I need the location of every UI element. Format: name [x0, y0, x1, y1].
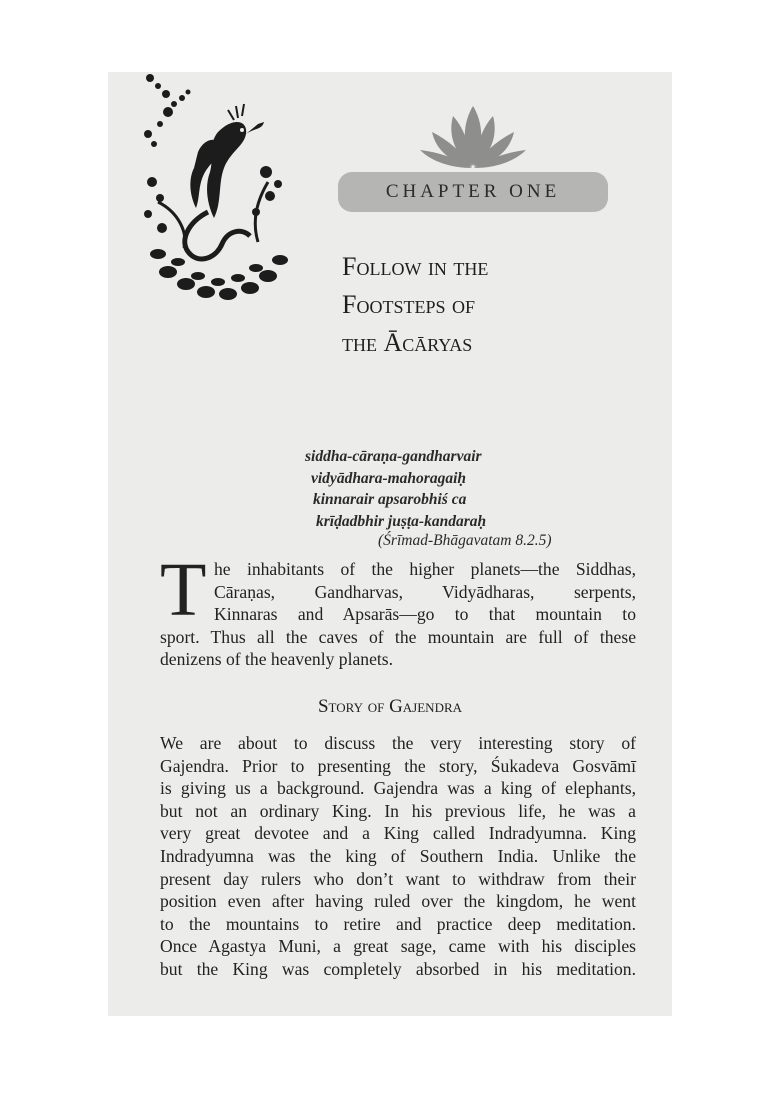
verse-line: siddha-cāraṇa-gandharvair [305, 448, 482, 465]
paragraph-line: but the King was completely absorbed in his meditation. [160, 958, 636, 979]
chapter-title-line: Follow in the [342, 252, 489, 281]
paragraph-line: Once Agastya Muni, a great sage, came with his disciples [160, 936, 636, 957]
paragraph-line: Cāraṇas, Gandharvas, Vidyādharas, serpents, [214, 581, 636, 602]
paragraph-line: position even after having ruled over the kingdom, he went [160, 891, 636, 912]
chapter-title-line: Footsteps of [342, 290, 475, 319]
paragraph-line: present day rulers who don’t want to withdraw from their [160, 868, 636, 889]
sanskrit-verse [305, 446, 605, 532]
chapter-title-line: the Ācāryas [342, 328, 473, 357]
chapter-title [342, 248, 642, 362]
paragraph-line: he inhabitants of the higher planets—the Siddhas, [214, 559, 636, 579]
verse-source: (Śrīmad-Bhāgavatam 8.2.5) [378, 532, 552, 549]
paragraph-line: denizens of the heavenly planets. [160, 649, 394, 670]
paragraph-line: but not an ordinary King. In his previous life, he was a [160, 800, 636, 821]
drop-cap: T [160, 548, 207, 632]
lotus-icon [418, 102, 528, 172]
book-page [108, 72, 672, 1016]
paragraph-story [160, 732, 636, 981]
verse-line: vidyādhara-mahoragaiḥ [311, 469, 467, 487]
chapter-label: CHAPTER ONE [385, 181, 561, 202]
paragraph-line: to the mountains to retire and practice deep meditation. [160, 913, 636, 934]
verse-line: krīḍadbhir juṣṭa-kandaraḥ [316, 512, 487, 530]
chapter-label-banner [338, 172, 608, 212]
paragraph-line: sport. Thus all the caves of the mountain are full of these [160, 626, 636, 647]
paragraph-line: is giving us a background. Gajendra was a king of elephants, [160, 778, 636, 799]
section-heading: Story of Gajendra [317, 696, 463, 717]
paragraph-line: Gajendra. Prior to presenting the story, Śukadeva Gosvāmī [160, 755, 636, 776]
verse-line: kinnarair apsarobhiś ca [313, 491, 467, 509]
paragraph-line: We are about to discuss the very interesting story of [160, 733, 636, 753]
paragraph-line: Kinnaras and Apsarās—go to that mountain to [214, 604, 636, 625]
paragraph-line: Indradyumna was the king of Southern India. Unlike the [160, 845, 636, 866]
paragraph-translation [160, 558, 636, 671]
paragraph-line: very great devotee and a King called Indradyumna. King [160, 823, 636, 844]
peacock-floral-ornament-icon [138, 72, 293, 307]
